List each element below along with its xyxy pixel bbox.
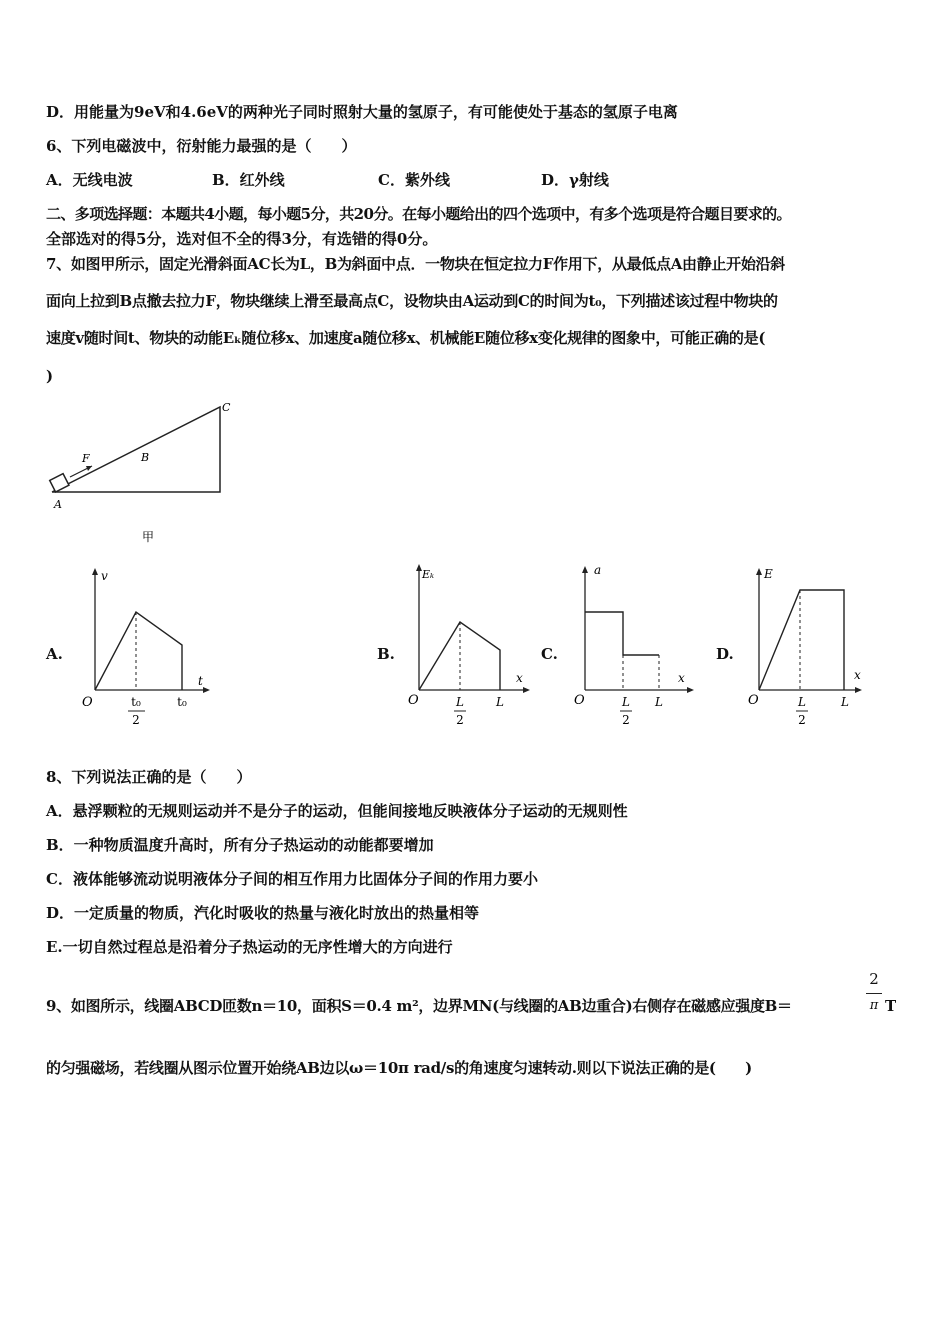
q8-option-e: E.一切自然过程总是沿着分子热运动的无序性增大的方向进行	[46, 938, 453, 956]
q9-stem-line2: 的匀强磁场，若线圈从图示位置开始绕AB边以ω＝10π rad/s的角速度匀速转动.则以下说法正确的是( )	[46, 1059, 752, 1077]
graph-c-curve	[585, 612, 659, 655]
q8-option-d: D．一定质量的物质，汽化时吸收的热量与液化时放出的热量相等	[46, 904, 480, 922]
q8-option-c: C．液体能够流动说明液体分子间的相互作用力比固体分子间的作用力要小	[46, 870, 538, 888]
graph-d-tick1-num: L	[798, 695, 806, 709]
graph-b-option: B.	[377, 645, 395, 663]
graph-b	[400, 562, 540, 734]
graph-c-tick1-num: L	[622, 695, 630, 709]
q6-stem: 6、下列电磁波中，衍射能力最强的是（ ）	[46, 137, 357, 155]
q9-stem-line1: 9、如图所示，线圈ABCD匝数n＝10，面积S＝0.4 m²，边界MN(与线圈的AB边重合)右侧存在磁感应强度B＝	[46, 997, 792, 1015]
graph-d	[740, 562, 880, 734]
graph-d-tick2: L	[841, 695, 849, 709]
label-b: B	[141, 451, 150, 464]
graph-b-ylabel: Eₖ	[422, 568, 435, 581]
graph-d-ylabel: E	[764, 567, 773, 581]
q6-option-a: A．无线电波	[46, 171, 133, 189]
graph-c	[566, 562, 706, 734]
graph-b-tick2: L	[496, 695, 504, 709]
q5-option-d: D．用能量为9eV和4.6eV的两种光子同时照射大量的氢原子，有可能使处于基态的氢原子电离	[46, 103, 678, 121]
graph-c-xlabel: x	[678, 671, 685, 685]
graph-d-xlabel: x	[854, 668, 861, 682]
q7-stem-line3: 速度v随时间t、物块的动能Eₖ随位移x、加速度a随位移x、机械能E随位移x变化规律的图象中，可能正确的是(	[46, 329, 766, 347]
graph-b-tick1-num: L	[456, 695, 464, 709]
label-a: A	[54, 498, 62, 511]
incline-figure	[40, 395, 240, 550]
graph-a-tick1-den: 2	[132, 713, 140, 727]
label-c: C	[222, 401, 231, 414]
q6-option-c: C．紫外线	[378, 171, 450, 189]
q6-option-d: D．γ射线	[541, 171, 609, 189]
graph-a-tick1-num: t₀	[131, 695, 141, 709]
graph-b-tick1-den: 2	[456, 713, 464, 727]
q9-fraction-bar	[866, 993, 882, 994]
graph-a-ylabel: v	[101, 569, 108, 583]
block	[50, 474, 69, 492]
graph-a-xlabel: t	[198, 674, 203, 688]
graph-a	[76, 562, 216, 734]
graph-c-option: C.	[541, 645, 558, 663]
q7-stem-line4: )	[46, 367, 54, 385]
q8-option-a: A．悬浮颗粒的无规则运动并不是分子的运动，但能间接地反映液体分子运动的无规则性	[46, 802, 628, 820]
figure-caption: 甲	[142, 530, 155, 544]
q8-option-b: B．一种物质温度升高时，所有分子热运动的动能都要增加	[46, 836, 434, 854]
graph-d-origin: O	[748, 693, 759, 708]
label-f: F	[82, 452, 90, 465]
q7-stem-line2: 面向上拉到B点撤去拉力F，物块继续上滑至最高点C，设物块由A运动到C的时间为t₀，下列描述该过程中物块的	[46, 292, 778, 310]
graph-c-tick1-den: 2	[622, 713, 630, 727]
q9-fraction-numerator: 2	[869, 970, 879, 988]
graph-c-origin: O	[574, 693, 585, 708]
graph-a-curve	[95, 612, 182, 690]
q6-option-b: B．红外线	[212, 171, 285, 189]
q9-unit: T	[885, 997, 897, 1015]
incline-triangle	[52, 407, 220, 492]
graph-d-tick1-den: 2	[798, 713, 806, 727]
section2-heading: 二、多项选择题：本题共4小题，每小题5分，共20分。在每小题给出的四个选项中，有多个选项是符合题目要求的。	[46, 205, 791, 223]
graph-d-curve	[759, 590, 844, 690]
graph-b-origin: O	[408, 693, 419, 708]
q9-fraction-denominator: π	[869, 998, 879, 1013]
graph-a-origin: O	[82, 695, 93, 710]
graph-a-tick2: t₀	[177, 695, 187, 709]
graph-c-ylabel: a	[594, 563, 602, 577]
q7-stem-line1: 7、如图甲所示，固定光滑斜面AC长为L，B为斜面中点．一物块在恒定拉力F作用下，从最低点A由静止开始沿斜	[46, 255, 785, 273]
graph-b-curve	[419, 622, 500, 690]
graph-b-xlabel: x	[516, 671, 523, 685]
graph-c-tick2: L	[655, 695, 663, 709]
section2-scoring: 全部选对的得5分，选对但不全的得3分，有选错的得0分。	[46, 230, 438, 248]
graph-d-option: D.	[716, 645, 734, 663]
graph-a-option: A.	[46, 645, 63, 663]
q8-stem: 8、下列说法正确的是（ ）	[46, 768, 252, 786]
